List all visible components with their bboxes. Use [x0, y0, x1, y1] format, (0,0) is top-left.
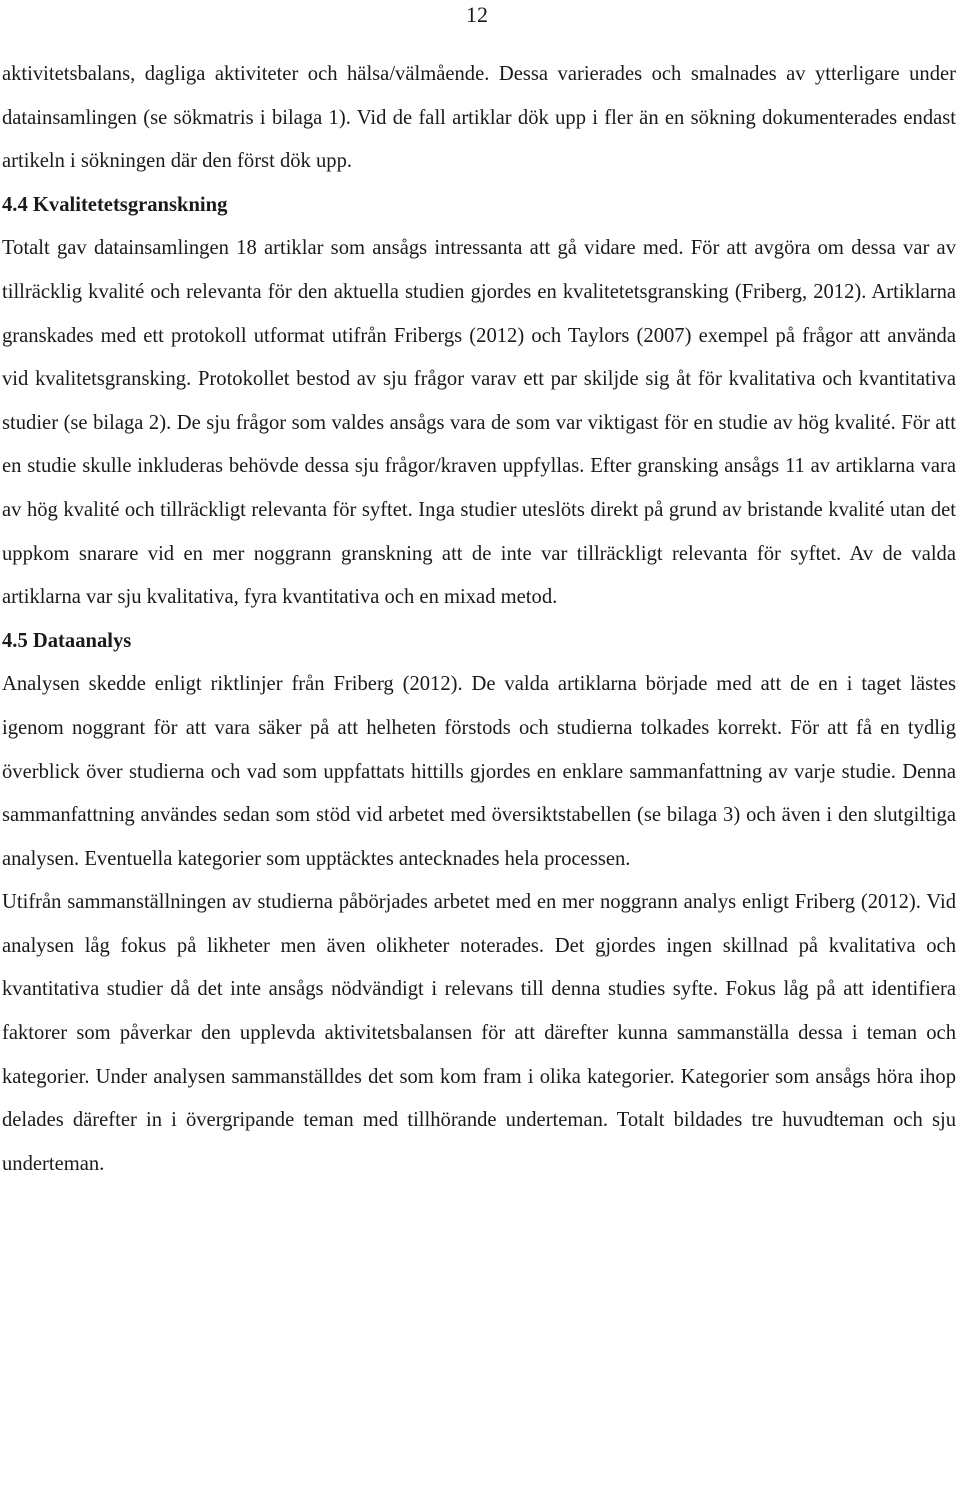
data-analysis-paragraph-2: Utifrån sammanställningen av studierna påbörjades arbetet med en mer noggrann analys enligt Friberg (2012). Vid analysen låg fokus på likheter men även olikheter noterades. Det gjordes ingen skillnad på kvalitativa och kvantitativa studier då det inte ansågs nödvändigt i relevans till denna studies syfte. Fokus låg på att identifiera faktorer som påverkar den upplevda aktivitetsbalansen för att därefter kunna sammanställa dessa i teman och kategorier. Under analysen sammanställdes det som kom fram i olika kategorier. Kategorier som ansågs höra ihop delades därefter in i övergripande teman med tillhörande underteman. Totalt bildades tre huvudteman och sju underteman. — [2, 891, 956, 1175]
section-heading-4-5: 4.5 Dataanalys — [2, 629, 132, 652]
section-heading-4-4: 4.4 Kvalitetetsgranskning — [2, 193, 228, 216]
data-analysis-paragraph-1: Analysen skedde enligt riktlinjer från Friberg (2012). De valda artiklarna började med att de en i taget lästes igenom noggrant för att vara säker på att helheten förstods och studierna tolkades korrekt. För att få en tydlig överblick över studierna och vad som uppfattats hittills gjordes en enklare sammanfattning av varje studie. Denna sammanfattning användes sedan som stöd vid arbetet med översiktstabellen (se bilaga 3) och även i den slutgiltiga analysen. Eventuella kategorier som upptäcktes antecknades hela processen. — [2, 673, 956, 870]
page-number: 12 — [466, 2, 488, 27]
document-body — [2, 53, 956, 1186]
quality-review-paragraph: Totalt gav datainsamlingen 18 artiklar som ansågs intressanta att gå vidare med. För att avgöra om dessa var av tillräcklig kvalité och relevanta för den aktuella studien gjordes en kvalitetetsgransking (Friberg, 2012). Artiklarna granskades med ett protokoll utformat utifrån Fribergs (2012) och Taylors (2007) exempel på frågor att använda vid kvalitetsgransking. Protokollet bestod av sju frågor varav ett par skiljde sig åt för kvalitativa och kvantitativa studier (se bilaga 2). De sju frågor som valdes ansågs vara de som var viktigast för en studie av hög kvalité. För att en studie skulle inkluderas behövde dessa sju frågor/kraven uppfyllas. Efter gransking ansågs 11 av artiklarna vara av hög kvalité och tillräckligt relevanta för syftet. Inga studier uteslöts direkt på grund av bristande kvalité utan det uppkom snarare vid en mer noggrann granskning att de inte var tillräckligt relevanta för syftet. Av de valda artiklarna var sju kvalitativa, fyra kvantitativa och en mixad metod. — [2, 237, 956, 609]
intro-paragraph: aktivitetsbalans, dagliga aktiviteter och hälsa/välmående. Dessa varierades och smalnades av ytterligare under datainsamlingen (se sökmatris i bilaga 1). Vid de fall artiklar dök upp i fler än en sökning dokumenterades endast artikeln i sökningen där den först dök upp. — [2, 63, 956, 173]
